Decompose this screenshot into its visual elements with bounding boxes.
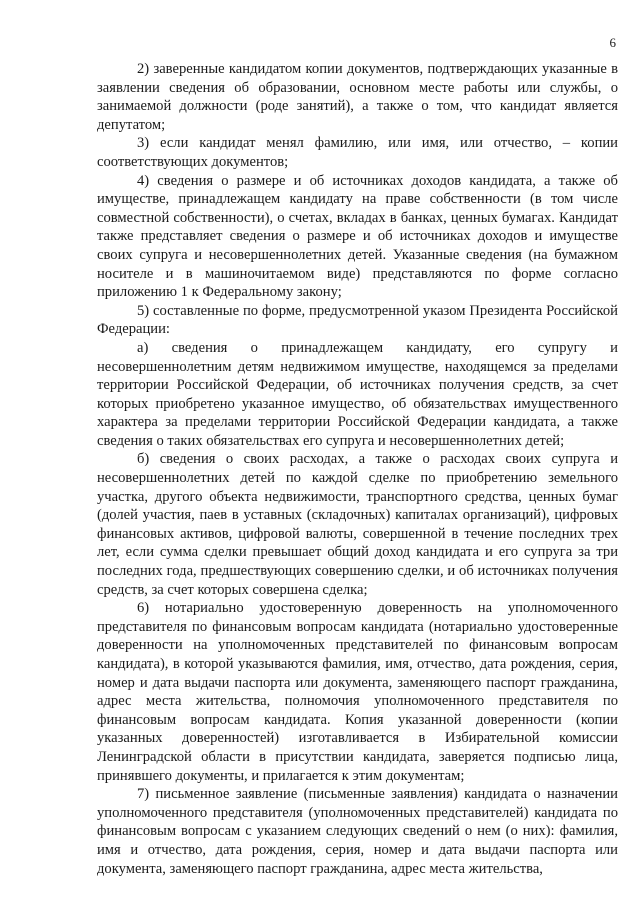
- document-body: [97, 60, 618, 878]
- paragraph-item-4: 4) сведения о размере и об источниках доходов кандидата, а также об имуществе, принадлежащем кандидату на праве собственности (в том числе совместной собственности), о счетах, вкладах в банках, ценных бумагах. Кандидат также представляет сведения о размере и об источниках доходов и имуществе своих супруга и несовершеннолетних детей. Указанные сведения (на бумажном носителе и в машиночитаемом виде) представляются по форме согласно приложению 1 к Федеральному закону;: [97, 172, 618, 301]
- paragraph-item-6: 6) нотариально удостоверенную доверенность на уполномоченного представителя по финансовым вопросам кандидата (нотариально удостоверенные доверенности на уполномоченных представителей по финансовым вопросам кандидата), в которой указываются фамилия, имя, отчество, дата рождения, серия, номер и дата выдачи паспорта или документа, заменяющего паспорт гражданина, адрес места жительства, полномочия уполномоченного представителя по финансовым вопросам кандидата. Копия указанной доверенности (копии указанных доверенностей) изготавливается в Избирательной комиссии Ленинградской области в присутствии кандидата, заверяется подписью лица, принявшего документы, и прилагается к этим документам;: [97, 600, 618, 784]
- paragraph-item-7: 7) письменное заявление (письменные заявления) кандидата о назначении уполномоченного представителя (уполномоченных представителей) кандидата по финансовым вопросам с указанием следующих сведений о нем (о них): фамилия, имя и отчество, дата рождения, серия, номер и дата выдачи паспорта или документа, заменяющего паспорт гражданина, адрес места жительства,: [97, 786, 618, 877]
- paragraph-item-2: 2) заверенные кандидатом копии документов, подтверждающих указанные в заявлении сведения об образовании, основном месте работы или службы, о занимаемой должности (роде занятий), а также о том, что кандидат является депутатом;: [97, 61, 618, 133]
- paragraph-item-3: 3) если кандидат менял фамилию, или имя, или отчество, – копии соответствующих документов;: [97, 135, 618, 170]
- page-number: 6: [609, 35, 616, 50]
- paragraph-subitem-5a: а) сведения о принадлежащем кандидату, его супругу и несовершеннолетним детям недвижимом имуществе, находящемся за пределами территории Российской Федерации, об источниках получения средств, за счет которых приобретено указанное имущество, об обязательствах имущественного характера за пределами территории Российской Федерации кандидата, а также сведения о таких обязательствах его супруга и несовершеннолетних детей;: [97, 339, 618, 449]
- paragraph-item-5: 5) составленные по форме, предусмотренной указом Президента Российской Федерации:: [97, 302, 618, 338]
- paragraph-subitem-5b: б) сведения о своих расходах, а также о расходах своих супруга и несовершеннолетних детей по каждой сделке по приобретению земельного участка, другого объекта недвижимости, транспортного средства, ценных бумаг (долей участия, паев в уставных (складочных) капиталах организаций), цифровых финансовых активов, цифровой валюты, совершенной в течение последних трех лет, если сумма сделки превышает общий доход кандидата и его супруга за три последних года, предшествующих совершению сделки, и об источниках получения средств, за счет которых совершена сделка;: [97, 451, 618, 598]
